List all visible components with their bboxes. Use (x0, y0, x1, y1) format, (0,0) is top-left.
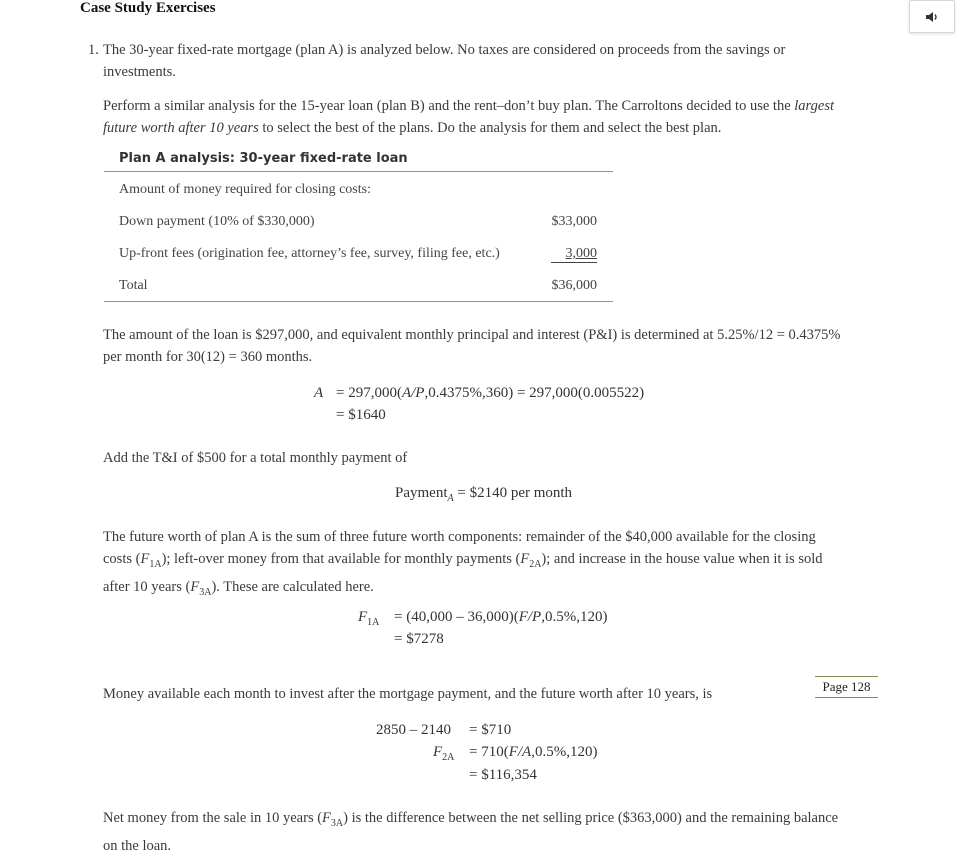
emphasis-largest: largest (794, 98, 834, 114)
equation-f2a-line-1-lhs: 2850 – 2140 (376, 722, 451, 738)
section-heading: Case Study Exercises (80, 0, 216, 16)
speaker-icon (925, 11, 939, 23)
page-marker: Page 128 (815, 676, 878, 698)
loan-line-2: per month for 30(12) = 360 months. (103, 349, 313, 365)
loan-line-1: The amount of the loan is $297,000, and equivalent monthly principal and interest (P&I) is determined at 5.25%/12 = 0.4375% (103, 327, 841, 343)
equation-f2a-line-2-lhs: $F_{2A}$ (433, 744, 455, 763)
row-label: Down payment (10% of $330,000) (119, 214, 315, 229)
net-line-2: on the loan. (103, 837, 172, 854)
row-label: Up-front fees (origination fee, attorney’s fee, survey, filing fee, etc.) (119, 246, 500, 261)
equation-f2a-line-3-rhs: = $116,354 (469, 767, 537, 783)
equation-f1a-rhs-1: = (40,000 – 36,000)(F/P,0.5%,120) (394, 609, 608, 625)
exercise-number: 1. (88, 42, 99, 58)
money-text: Money available each month to invest after the mortgage payment, and the future worth after 10 years, is (103, 686, 713, 702)
table-row (119, 182, 597, 198)
future-line-3: after 10 years $(F_{3A})$. These are calculated here. (103, 578, 374, 598)
row-label: Total (119, 278, 148, 293)
ti-text: Add the T&I of $500 for a total monthly payment of (103, 450, 408, 466)
table-title: Plan A analysis: 30-year fixed-rate loan (104, 149, 613, 172)
emphasis-future-worth: future worth after 10 years (103, 120, 259, 136)
table-row (119, 246, 597, 262)
future-worth-paragraph (103, 526, 903, 604)
payment-equation: Payment$_A$ = $2140 per month (395, 485, 573, 504)
equation-a-rhs-2: = $1640 (336, 407, 386, 423)
future-line-1: The future worth of plan A is the sum of three future worth components: remainder of the $40,000 available for the closing (103, 529, 816, 545)
equation-f2a-line-2-rhs: = 710(F/A,0.5%,120) (469, 744, 598, 760)
net-money-paragraph (103, 807, 903, 857)
intro-line-2: investments. (103, 64, 176, 80)
exercise-intro (103, 39, 903, 83)
task-line-1: Perform a similar analysis for the 15-year loan (plan B) and the rent–don’t buy plan. The Carroltons decided to use the largest (103, 98, 834, 114)
future-line-2: costs $(F_{1A})$; left-over money from that available for monthly payments $(F_{2A})$; and increase in the house value when it is sold (103, 551, 823, 570)
task-paragraph (103, 95, 903, 139)
equation-a-rhs-1: = 297,000(A/P,0.4375%,360) = 297,000(0.005522) (336, 385, 645, 401)
equation-a-lhs: A (314, 385, 324, 401)
table-bottom-rule (104, 301, 613, 302)
equation-f1a-rhs-2: = $7278 (394, 631, 444, 647)
audio-button[interactable] (909, 0, 955, 33)
table-row (119, 278, 597, 294)
equation-f2a-line-1-rhs: = $710 (469, 722, 512, 738)
intro-line-1: The 30-year fixed-rate mortgage (plan A) is analyzed below. No taxes are considered on proceeds from the savings or (103, 42, 786, 58)
row-label: Amount of money required for closing costs: (119, 182, 371, 197)
net-line-1: Net money from the sale in 10 years $(F_{3A})$ is the difference between the net selling price ($363,000) and the remaining balance (103, 810, 839, 829)
table-row (119, 214, 597, 230)
task-line-2: future worth after 10 years to select the best of the plans. Do the analysis for them and select the best plan. (103, 120, 722, 136)
loan-paragraph (103, 324, 903, 368)
row-amount: $36,000 (551, 278, 597, 293)
equation-f1a-lhs: $F_{1A}$ (358, 609, 380, 628)
row-amount: $33,000 (551, 214, 597, 229)
row-amount: 3,000 (551, 246, 598, 263)
